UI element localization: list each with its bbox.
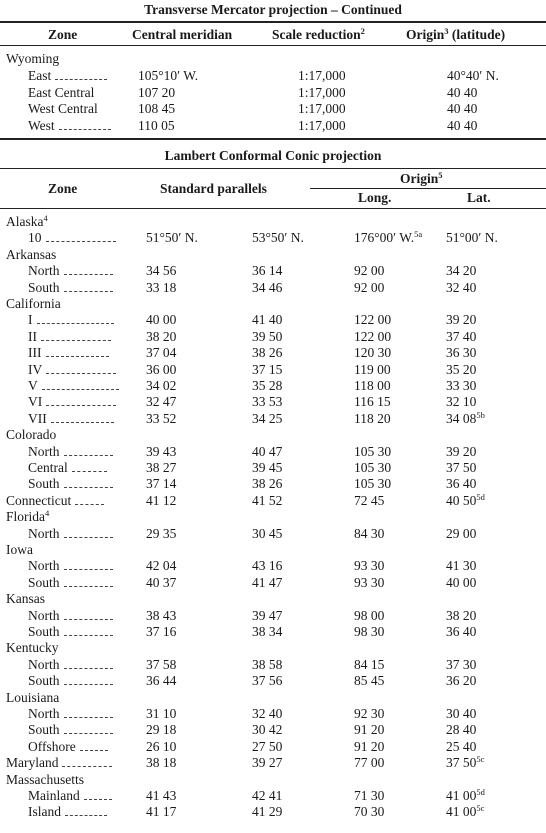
leader-dots bbox=[65, 807, 107, 816]
lcc-parallel-1-cell: 38 43 bbox=[146, 607, 177, 623]
lcc-origin-long-cell: 105 30 bbox=[354, 460, 392, 475]
footnote-marker: 5d bbox=[476, 787, 485, 797]
lcc-zone-cell: South bbox=[28, 673, 113, 689]
lcc-parallel-2-cell: 39 50 bbox=[252, 328, 283, 344]
lcc-zone-cell: Maryland bbox=[6, 755, 112, 771]
lcc-origin-lat-cell: 32 40 bbox=[446, 279, 477, 295]
lcc-zone-cell: Central bbox=[28, 460, 107, 476]
lcc-parallel-2-cell: 35 28 bbox=[252, 378, 283, 393]
lcc-parallel-2-cell: 34 46 bbox=[252, 279, 283, 295]
lcc-parallel-1-cell: 41 17 bbox=[146, 804, 177, 820]
lcc-parallel-2-cell: 34 25 bbox=[252, 410, 283, 426]
lcc-zone-cell: North bbox=[28, 444, 113, 460]
lcc-origin-subrule bbox=[310, 188, 546, 189]
tm-scale-reduction-cell: 1:17,000 bbox=[298, 117, 346, 133]
footnote-marker: 4 bbox=[45, 508, 50, 519]
tm-zone-cell: West bbox=[28, 118, 111, 134]
lcc-parallel-2-cell: 41 47 bbox=[252, 574, 283, 590]
leader-dots bbox=[64, 283, 113, 292]
leader-dots bbox=[46, 233, 116, 242]
lcc-parallel-2-cell: 38 58 bbox=[252, 656, 283, 672]
lcc-parallel-2-cell: 30 45 bbox=[252, 525, 283, 541]
lcc-header-lat: Lat. bbox=[467, 190, 491, 205]
lcc-origin-long-cell: 93 30 bbox=[354, 574, 385, 590]
lcc-origin-long-cell: 105 30 bbox=[354, 443, 392, 459]
lcc-origin-lat-cell: 28 40 bbox=[446, 722, 477, 738]
lcc-origin-lat-cell: 36 20 bbox=[446, 673, 477, 689]
lcc-zone-cell: Offshore bbox=[28, 739, 108, 755]
lcc-origin-lat-cell: 37 30 bbox=[446, 656, 477, 672]
lcc-origin-lat-cell: 37 $50^{5c}$ bbox=[446, 754, 485, 771]
lcc-zone-cell: South bbox=[28, 575, 113, 591]
lcc-zone-cell: IV bbox=[28, 362, 116, 378]
leader-dots bbox=[64, 266, 113, 275]
lcc-parallel-2-cell: 38 26 bbox=[252, 345, 283, 361]
lcc-origin-lat-cell: 36 40 bbox=[446, 624, 477, 639]
lcc-parallel-2-cell: 32 40 bbox=[252, 706, 283, 721]
tm-zone-cell: West Central bbox=[28, 101, 98, 116]
lcc-origin-long-cell: 72 45 bbox=[354, 492, 385, 508]
lcc-origin-lat-cell: 39 20 bbox=[446, 443, 477, 459]
footnote-marker: 5b bbox=[476, 409, 485, 420]
lcc-origin-long-cell: 91 20 bbox=[354, 738, 385, 754]
lcc-origin-lat-cell: 39 20 bbox=[446, 312, 477, 328]
leader-dots bbox=[64, 447, 113, 456]
lcc-parallel-1-cell: 37 58 bbox=[146, 656, 177, 672]
leader-dots bbox=[37, 315, 114, 324]
lcc-zone-cell: Island bbox=[28, 804, 107, 820]
lcc-zone-cell: Connecticut bbox=[6, 493, 104, 509]
lcc-header-long: Long. bbox=[358, 190, 392, 205]
lcc-origin-lat-cell: 32 10 bbox=[446, 394, 477, 410]
lcc-parallel-1-cell: 41 12 bbox=[146, 492, 177, 508]
lcc-zone-cell: Mainland bbox=[28, 788, 112, 804]
lcc-zone-cell: South bbox=[28, 280, 113, 296]
tm-central-meridian-cell: 105°10′ W. bbox=[138, 68, 199, 83]
lcc-zone-cell: North bbox=[28, 558, 113, 574]
lcc-parallel-2-cell: 41 52 bbox=[252, 492, 283, 508]
lcc-origin-long-cell: 118 00 bbox=[354, 378, 391, 393]
tm-header-central-meridian: Central meridian bbox=[132, 27, 233, 42]
footnote-marker: 5d bbox=[476, 491, 485, 502]
footnote-marker: 5c bbox=[476, 803, 485, 814]
lcc-parallel-1-cell: 41 43 bbox=[146, 788, 177, 803]
lcc-origin-lat-cell: 33 30 bbox=[446, 378, 477, 393]
lcc-parallel-1-cell: 34 02 bbox=[146, 378, 177, 393]
lcc-parallel-2-cell: 39 47 bbox=[252, 607, 283, 623]
lcc-state-label: Iowa bbox=[6, 542, 33, 557]
lcc-origin-long-cell: 70 30 bbox=[354, 804, 385, 820]
lcc-state-label: Louisiana bbox=[6, 689, 60, 705]
lcc-parallel-1-cell: 33 18 bbox=[146, 279, 177, 295]
lcc-zone-cell: North bbox=[28, 608, 113, 624]
lcc-origin-lat-cell: 30 40 bbox=[446, 706, 477, 721]
tm-header-scale-reduction: Scale reduction$^2$ bbox=[272, 26, 365, 42]
leader-dots bbox=[80, 742, 108, 751]
tm-origin-cell: 40 40 bbox=[447, 101, 478, 116]
leader-dots bbox=[59, 121, 111, 130]
lcc-origin-long-cell: 176°00′ W.$^{5a}$ bbox=[354, 229, 423, 246]
lcc-origin-lat-cell: 34 20 bbox=[446, 263, 477, 279]
leader-dots bbox=[64, 611, 113, 620]
lcc-parallel-1-cell: 38 27 bbox=[146, 460, 177, 475]
lcc-parallel-1-cell: 31 10 bbox=[146, 706, 177, 721]
leader-dots bbox=[64, 561, 113, 570]
tm-state-wyoming: Wyoming bbox=[6, 51, 60, 66]
lcc-zone-cell: South bbox=[28, 624, 113, 640]
leader-dots bbox=[64, 529, 113, 538]
lcc-zone-cell: North bbox=[28, 526, 113, 542]
lcc-zone-cell: North bbox=[28, 263, 113, 279]
tm-title: Transverse Mercator projection – Continued bbox=[144, 2, 402, 17]
lcc-parallel-2-cell: 30 42 bbox=[252, 722, 283, 738]
lcc-parallel-1-cell: 37 04 bbox=[146, 345, 177, 361]
lcc-origin-long-cell: 93 30 bbox=[354, 558, 385, 574]
lcc-origin-lat-cell: 40 00 bbox=[446, 574, 477, 590]
leader-dots bbox=[64, 578, 113, 587]
lcc-origin-long-cell: 116 15 bbox=[354, 394, 391, 410]
lcc-origin-long-cell: 92 00 bbox=[354, 279, 385, 295]
footnote-marker: 4 bbox=[43, 213, 48, 223]
leader-dots bbox=[46, 397, 116, 406]
lcc-origin-long-cell: 92 00 bbox=[354, 263, 385, 279]
tm-central-meridian-cell: 108 45 bbox=[138, 101, 176, 116]
lcc-origin-lat-cell: 37 40 bbox=[446, 328, 477, 344]
lcc-parallel-2-cell: 41 29 bbox=[252, 804, 283, 820]
lcc-parallel-1-cell: 32 47 bbox=[146, 394, 177, 410]
lcc-state-label: Colorado bbox=[6, 427, 57, 443]
lcc-zone-cell: South bbox=[28, 722, 113, 738]
lcc-zone-cell: VI bbox=[28, 394, 116, 410]
lcc-origin-lat-cell: 34 $08^{5b}$ bbox=[446, 409, 485, 426]
lcc-header-origin: Origin$^5$ bbox=[400, 170, 443, 186]
footnote-marker: 5a bbox=[414, 229, 423, 240]
footnote-marker: 5c bbox=[476, 754, 485, 765]
lcc-origin-long-cell: 122 00 bbox=[354, 328, 392, 344]
lcc-parallel-1-cell: 34 56 bbox=[146, 263, 177, 279]
lcc-parallel-2-cell: 39 45 bbox=[252, 460, 283, 475]
lcc-zone-cell: VII bbox=[28, 411, 114, 427]
lcc-origin-long-cell: 122 00 bbox=[354, 312, 392, 328]
tm-header-rule bbox=[0, 45, 546, 46]
lcc-origin-lat-cell: 25 40 bbox=[446, 738, 477, 754]
lcc-parallel-2-cell: 41 40 bbox=[252, 312, 283, 328]
lcc-parallel-1-cell: 38 20 bbox=[146, 328, 177, 344]
lcc-zone-cell: V bbox=[28, 378, 119, 394]
lcc-header-standard-parallels: Standard parallels bbox=[160, 181, 267, 196]
lcc-parallel-1-cell: 42 04 bbox=[146, 558, 177, 574]
tm-central-meridian-cell: 107 20 bbox=[138, 84, 176, 100]
lcc-origin-long-cell: 118 20 bbox=[354, 410, 391, 426]
lcc-parallel-1-cell: 36 00 bbox=[146, 361, 177, 377]
lcc-parallel-1-cell: 29 18 bbox=[146, 722, 177, 738]
leader-dots bbox=[75, 496, 104, 505]
lcc-state-label: Alaska$^4$ bbox=[6, 213, 48, 229]
lcc-origin-long-cell: 85 45 bbox=[354, 673, 385, 689]
lcc-parallel-1-cell: 51°50′ N. bbox=[146, 230, 198, 246]
lcc-parallel-1-cell: 33 52 bbox=[146, 410, 177, 426]
lcc-origin-long-cell: 98 30 bbox=[354, 624, 385, 639]
lcc-parallel-1-cell: 29 35 bbox=[146, 525, 177, 541]
leader-dots bbox=[46, 348, 109, 357]
lcc-origin-long-cell: 77 00 bbox=[354, 755, 385, 771]
lcc-header-zone: Zone bbox=[48, 181, 78, 196]
lcc-parallel-2-cell: 37 15 bbox=[252, 361, 283, 377]
lcc-parallel-1-cell: 40 37 bbox=[146, 574, 177, 590]
lcc-origin-lat-cell: 37 50 bbox=[446, 460, 477, 475]
tm-origin-cell: 40°40′ N. bbox=[447, 68, 499, 83]
lcc-origin-long-cell: 71 30 bbox=[354, 788, 385, 803]
lcc-parallel-2-cell: 38 34 bbox=[252, 624, 283, 639]
tm-zone-cell: East Central bbox=[28, 84, 95, 100]
lcc-origin-lat-cell: 41 30 bbox=[446, 558, 477, 574]
lcc-zone-cell: I bbox=[28, 312, 114, 328]
lcc-origin-lat-cell: 36 30 bbox=[446, 345, 477, 361]
tm-scale-reduction-cell: 1:17,000 bbox=[298, 101, 346, 116]
leader-dots bbox=[42, 381, 119, 390]
lcc-origin-long-cell: 98 00 bbox=[354, 607, 385, 623]
leader-dots bbox=[64, 725, 113, 734]
leader-dots bbox=[64, 709, 113, 718]
tm-scale-reduction-cell: 1:17,000 bbox=[298, 84, 346, 100]
lcc-header-rule bbox=[0, 208, 546, 209]
tm-bottom-rule bbox=[0, 138, 546, 140]
leader-dots bbox=[41, 332, 111, 341]
leader-dots bbox=[51, 414, 114, 423]
leader-dots bbox=[64, 627, 113, 636]
tm-header-origin: Origin$^3$ (latitude) bbox=[406, 26, 506, 42]
tm-header-zone: Zone bbox=[48, 27, 78, 42]
lcc-parallel-2-cell: 40 47 bbox=[252, 443, 283, 459]
lcc-zone-cell: North bbox=[28, 706, 113, 722]
tm-scale-reduction-cell: 1:17,000 bbox=[298, 68, 346, 83]
lcc-parallel-1-cell: 26 10 bbox=[146, 738, 177, 754]
lcc-origin-lat-cell: 38 20 bbox=[446, 607, 477, 623]
lcc-title-rule bbox=[0, 168, 546, 169]
lcc-state-label: California bbox=[6, 296, 61, 311]
lcc-parallel-1-cell: 37 14 bbox=[146, 476, 177, 492]
lcc-parallel-1-cell: 36 44 bbox=[146, 673, 177, 689]
lcc-origin-long-cell: 120 30 bbox=[354, 345, 392, 361]
lcc-parallel-1-cell: 39 43 bbox=[146, 443, 177, 459]
lcc-origin-long-cell: 119 00 bbox=[354, 361, 391, 377]
lcc-origin-lat-cell: 29 00 bbox=[446, 525, 477, 541]
tm-zone-cell: East bbox=[28, 68, 107, 84]
lcc-parallel-2-cell: 33 53 bbox=[252, 394, 283, 410]
lcc-origin-lat-cell: 36 40 bbox=[446, 476, 477, 492]
lcc-origin-lat-cell: 41 $00^{5d}$ bbox=[446, 787, 485, 803]
lcc-parallel-2-cell: 37 56 bbox=[252, 673, 283, 689]
tm-origin-cell: 40 40 bbox=[447, 84, 478, 100]
lcc-origin-long-cell: 84 15 bbox=[354, 656, 385, 672]
leader-dots bbox=[64, 660, 113, 669]
leader-dots bbox=[64, 479, 113, 488]
lcc-origin-lat-cell: 40 $50^{5d}$ bbox=[446, 491, 485, 508]
lcc-state-label: Kansas bbox=[6, 591, 45, 607]
lcc-state-label: Massachusetts bbox=[6, 771, 84, 787]
lcc-zone-cell: 10 bbox=[28, 230, 116, 246]
leader-dots bbox=[64, 676, 113, 685]
lcc-parallel-1-cell: 40 00 bbox=[146, 312, 177, 328]
lcc-origin-long-cell: 92 30 bbox=[354, 706, 385, 721]
lcc-origin-long-cell: 105 30 bbox=[354, 476, 392, 492]
lcc-origin-lat-cell: 35 20 bbox=[446, 361, 477, 377]
lcc-zone-cell: South bbox=[28, 476, 113, 492]
lcc-parallel-2-cell: 36 14 bbox=[252, 263, 283, 279]
lcc-parallel-2-cell: 27 50 bbox=[252, 738, 283, 754]
lcc-parallel-2-cell: 43 16 bbox=[252, 558, 283, 574]
lcc-parallel-2-cell: 53°50′ N. bbox=[252, 230, 304, 246]
leader-dots bbox=[62, 758, 112, 767]
tm-top-rule bbox=[0, 21, 546, 23]
lcc-parallel-2-cell: 42 41 bbox=[252, 788, 283, 803]
lcc-parallel-1-cell: 38 18 bbox=[146, 755, 177, 771]
tm-central-meridian-cell: 110 05 bbox=[138, 117, 175, 133]
lcc-origin-long-cell: 84 30 bbox=[354, 525, 385, 541]
leader-dots bbox=[46, 365, 116, 374]
lcc-origin-lat-cell: 51°00′ N. bbox=[446, 230, 498, 246]
lcc-zone-cell: North bbox=[28, 657, 113, 673]
lcc-title: Lambert Conformal Conic projection bbox=[164, 148, 382, 163]
lcc-zone-cell: III bbox=[28, 345, 109, 361]
leader-dots bbox=[84, 791, 112, 800]
leader-dots bbox=[72, 463, 107, 472]
lcc-parallel-2-cell: 38 26 bbox=[252, 476, 283, 492]
lcc-state-label: Kentucky bbox=[6, 640, 59, 656]
lcc-origin-long-cell: 91 20 bbox=[354, 722, 385, 738]
leader-dots bbox=[55, 71, 107, 80]
tm-origin-cell: 40 40 bbox=[447, 117, 478, 133]
lcc-parallel-2-cell: 39 27 bbox=[252, 755, 283, 771]
lcc-parallel-1-cell: 37 16 bbox=[146, 624, 177, 639]
lcc-zone-cell: II bbox=[28, 329, 111, 345]
lcc-state-label: Florida$^4$ bbox=[6, 508, 50, 525]
lcc-origin-lat-cell: 41 $00^{5c}$ bbox=[446, 803, 485, 820]
lcc-state-label: Arkansas bbox=[6, 246, 57, 262]
